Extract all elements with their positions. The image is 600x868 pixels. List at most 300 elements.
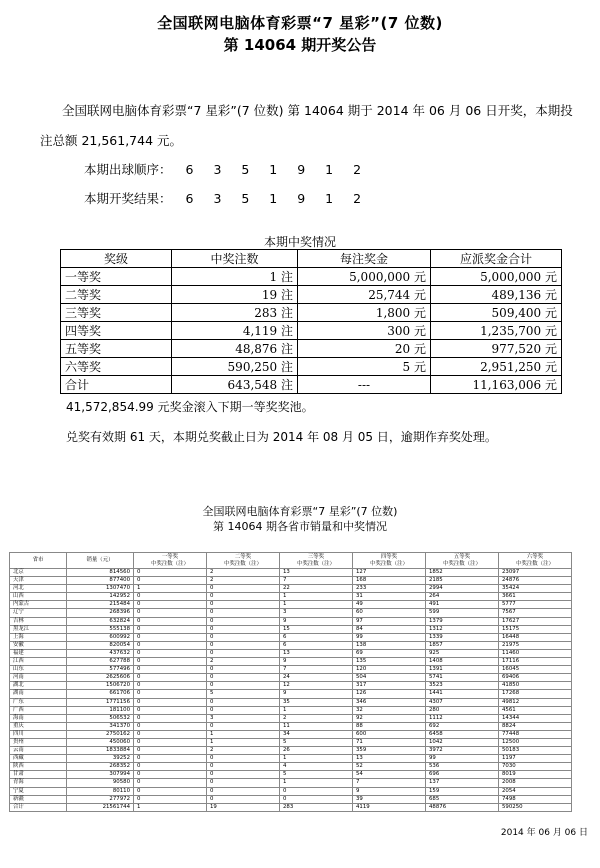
province-table-row bbox=[10, 593, 572, 601]
province-value-cell: 11 bbox=[280, 722, 353, 730]
province-table-row bbox=[10, 690, 572, 698]
province-table-header: 五等奖 中奖注数（注） bbox=[426, 553, 499, 569]
province-value-cell: 60 bbox=[353, 609, 426, 617]
province-value-cell: 346 bbox=[353, 698, 426, 706]
province-value-cell: 1 bbox=[207, 738, 280, 746]
province-value-cell: 17116 bbox=[499, 658, 572, 666]
province-value-cell: 814560 bbox=[67, 569, 134, 577]
province-name-cell: 江西 bbox=[10, 658, 67, 666]
province-value-cell: 0 bbox=[134, 771, 207, 779]
province-value-cell: 92 bbox=[353, 714, 426, 722]
prize-table-cell: 977,520 元 bbox=[431, 340, 562, 358]
province-value-cell: 7 bbox=[280, 666, 353, 674]
province-value-cell: 280 bbox=[426, 706, 499, 714]
province-value-cell: 3 bbox=[280, 609, 353, 617]
province-name-cell: 河北 bbox=[10, 585, 67, 593]
province-value-cell: 277972 bbox=[67, 795, 134, 803]
province-value-cell: 39 bbox=[353, 795, 426, 803]
prize-table-cell: 489,136 元 bbox=[431, 286, 562, 304]
province-value-cell: 168 bbox=[353, 577, 426, 585]
province-value-cell: 685 bbox=[426, 795, 499, 803]
province-value-cell: 0 bbox=[134, 706, 207, 714]
province-table-row bbox=[10, 601, 572, 609]
province-value-cell: 1506720 bbox=[67, 682, 134, 690]
province-value-cell: 138 bbox=[353, 641, 426, 649]
province-value-cell: 0 bbox=[134, 755, 207, 763]
province-value-cell: 137 bbox=[426, 779, 499, 787]
province-value-cell: 0 bbox=[134, 722, 207, 730]
province-value-cell: 1197 bbox=[499, 755, 572, 763]
province-value-cell: 80110 bbox=[67, 787, 134, 795]
province-name-cell: 广东 bbox=[10, 698, 67, 706]
prize-table-cell: --- bbox=[298, 376, 431, 394]
province-value-cell: 0 bbox=[207, 617, 280, 625]
province-value-cell: 2 bbox=[280, 714, 353, 722]
province-value-cell: 283 bbox=[280, 803, 353, 811]
province-value-cell: 0 bbox=[207, 649, 280, 657]
province-value-cell: 90580 bbox=[67, 779, 134, 787]
province-value-cell: 4 bbox=[280, 763, 353, 771]
province-value-cell: 1 bbox=[280, 706, 353, 714]
province-table-row bbox=[10, 706, 572, 714]
province-value-cell: 1771156 bbox=[67, 698, 134, 706]
province-value-cell: 13 bbox=[280, 569, 353, 577]
province-value-cell: 0 bbox=[134, 609, 207, 617]
prize-table-row bbox=[61, 286, 562, 304]
province-value-cell: 84 bbox=[353, 625, 426, 633]
province-value-cell: 31 bbox=[353, 593, 426, 601]
province-value-cell: 6458 bbox=[426, 730, 499, 738]
province-name-cell: 海南 bbox=[10, 714, 67, 722]
province-name-cell: 湖北 bbox=[10, 682, 67, 690]
province-name-cell: 四川 bbox=[10, 730, 67, 738]
province-value-cell: 627788 bbox=[67, 658, 134, 666]
province-table-row bbox=[10, 649, 572, 657]
province-value-cell: 1112 bbox=[426, 714, 499, 722]
province-value-cell: 12500 bbox=[499, 738, 572, 746]
province-name-cell: 安徽 bbox=[10, 641, 67, 649]
province-value-cell: 696 bbox=[426, 771, 499, 779]
province-value-cell: 9 bbox=[280, 690, 353, 698]
province-value-cell: 0 bbox=[207, 625, 280, 633]
province-value-cell: 7 bbox=[353, 779, 426, 787]
province-table-row bbox=[10, 569, 572, 577]
province-table-row bbox=[10, 609, 572, 617]
province-name-cell: 吉林 bbox=[10, 617, 67, 625]
prize-table-cell: 1,800 元 bbox=[298, 304, 431, 322]
province-value-cell: 590250 bbox=[499, 803, 572, 811]
province-value-cell: 0 bbox=[280, 795, 353, 803]
prize-table-cell: 三等奖 bbox=[61, 304, 172, 322]
province-value-cell: 504 bbox=[353, 674, 426, 682]
province-sales-table bbox=[9, 552, 572, 812]
province-value-cell: 0 bbox=[134, 649, 207, 657]
prize-table-cell: 4,119 注 bbox=[172, 322, 298, 340]
province-value-cell: 2 bbox=[207, 577, 280, 585]
province-value-cell: 17268 bbox=[499, 690, 572, 698]
province-value-cell: 0 bbox=[207, 585, 280, 593]
province-value-cell: 12 bbox=[280, 682, 353, 690]
province-value-cell: 0 bbox=[207, 722, 280, 730]
prize-table-row bbox=[61, 268, 562, 286]
province-value-cell: 54 bbox=[353, 771, 426, 779]
province-value-cell: 14344 bbox=[499, 714, 572, 722]
province-value-cell: 4307 bbox=[426, 698, 499, 706]
province-value-cell: 2750162 bbox=[67, 730, 134, 738]
province-name-cell: 甘肃 bbox=[10, 771, 67, 779]
province-name-cell: 辽宁 bbox=[10, 609, 67, 617]
province-value-cell: 0 bbox=[207, 755, 280, 763]
prize-table-row bbox=[61, 358, 562, 376]
province-value-cell: 9 bbox=[280, 617, 353, 625]
province-value-cell: 0 bbox=[207, 666, 280, 674]
prize-table-cell: 509,400 元 bbox=[431, 304, 562, 322]
province-value-cell: 1312 bbox=[426, 625, 499, 633]
province-table-header: 省市 bbox=[10, 553, 67, 569]
province-value-cell: 600 bbox=[353, 730, 426, 738]
province-value-cell: 0 bbox=[134, 666, 207, 674]
province-value-cell: 0 bbox=[207, 771, 280, 779]
province-table-row bbox=[10, 763, 572, 771]
province-name-cell: 重庆 bbox=[10, 722, 67, 730]
province-value-cell: 32 bbox=[353, 706, 426, 714]
province-value-cell: 1 bbox=[280, 601, 353, 609]
province-name-cell: 北京 bbox=[10, 569, 67, 577]
province-value-cell: 13 bbox=[280, 649, 353, 657]
province-table-row bbox=[10, 779, 572, 787]
province-value-cell: 3661 bbox=[499, 593, 572, 601]
province-value-cell: 4561 bbox=[499, 706, 572, 714]
prize-table-cell: 643,548 注 bbox=[172, 376, 298, 394]
province-value-cell: 0 bbox=[134, 787, 207, 795]
province-value-cell: 5777 bbox=[499, 601, 572, 609]
province-value-cell: 15 bbox=[280, 625, 353, 633]
province-value-cell: 317 bbox=[353, 682, 426, 690]
province-name-cell: 陕西 bbox=[10, 763, 67, 771]
prize-table-header: 奖级 bbox=[61, 250, 172, 268]
province-name-cell: 天津 bbox=[10, 577, 67, 585]
province-value-cell: 22 bbox=[280, 585, 353, 593]
province-table-row bbox=[10, 738, 572, 746]
province-value-cell: 50183 bbox=[499, 747, 572, 755]
province-value-cell: 1833884 bbox=[67, 747, 134, 755]
prize-table-cell: 1,235,700 元 bbox=[431, 322, 562, 340]
province-table-header-row bbox=[10, 553, 572, 569]
province-value-cell: 127 bbox=[353, 569, 426, 577]
province-value-cell: 2185 bbox=[426, 577, 499, 585]
province-name-cell: 广西 bbox=[10, 706, 67, 714]
province-value-cell: 9 bbox=[353, 787, 426, 795]
prize-table-cell: 二等奖 bbox=[61, 286, 172, 304]
province-table-row bbox=[10, 658, 572, 666]
prize-table-cell: 11,163,006 元 bbox=[431, 376, 562, 394]
province-value-cell: 1441 bbox=[426, 690, 499, 698]
province-value-cell: 135 bbox=[353, 658, 426, 666]
province-table-row bbox=[10, 730, 572, 738]
province-value-cell: 1 bbox=[280, 755, 353, 763]
province-value-cell: 1339 bbox=[426, 633, 499, 641]
province-value-cell: 6 bbox=[280, 633, 353, 641]
province-value-cell: 7030 bbox=[499, 763, 572, 771]
province-value-cell: 0 bbox=[134, 795, 207, 803]
prize-table-cell: 5,000,000 元 bbox=[431, 268, 562, 286]
province-value-cell: 925 bbox=[426, 649, 499, 657]
province-value-cell: 0 bbox=[207, 787, 280, 795]
province-table-row bbox=[10, 747, 572, 755]
province-table-row bbox=[10, 625, 572, 633]
province-value-cell: 1857 bbox=[426, 641, 499, 649]
prize-table-cell: 五等奖 bbox=[61, 340, 172, 358]
draw-result-label: 本期开奖结果： bbox=[84, 191, 172, 206]
province-value-cell: 88 bbox=[353, 722, 426, 730]
province-value-cell: 24876 bbox=[499, 577, 572, 585]
province-value-cell: 233 bbox=[353, 585, 426, 593]
province-value-cell: 2 bbox=[207, 658, 280, 666]
province-value-cell: 1 bbox=[280, 593, 353, 601]
province-value-cell: 341370 bbox=[67, 722, 134, 730]
province-value-cell: 0 bbox=[207, 795, 280, 803]
province-name-cell: 湖南 bbox=[10, 690, 67, 698]
prize-table-header-row bbox=[61, 250, 562, 268]
province-value-cell: 877400 bbox=[67, 577, 134, 585]
province-value-cell: 159 bbox=[426, 787, 499, 795]
province-value-cell: 3523 bbox=[426, 682, 499, 690]
province-value-cell: 5 bbox=[280, 771, 353, 779]
province-value-cell: 0 bbox=[134, 593, 207, 601]
province-name-cell: 山西 bbox=[10, 593, 67, 601]
province-value-cell: 0 bbox=[134, 569, 207, 577]
draw-sequence-label: 本期出球顺序： bbox=[84, 162, 172, 177]
province-value-cell: 142952 bbox=[67, 593, 134, 601]
draw-result-value: 6 3 5 1 9 1 2 bbox=[185, 191, 370, 206]
province-value-cell: 0 bbox=[207, 779, 280, 787]
province-value-cell: 0 bbox=[134, 690, 207, 698]
province-value-cell: 0 bbox=[134, 747, 207, 755]
province-value-cell: 69 bbox=[353, 649, 426, 657]
province-table-row bbox=[10, 617, 572, 625]
announcement-title: 全国联网电脑体育彩票“7 星彩”(7 位数) bbox=[157, 14, 443, 32]
province-table-header: 三等奖 中奖注数（注） bbox=[280, 553, 353, 569]
prize-table-cell: 2,951,250 元 bbox=[431, 358, 562, 376]
province-value-cell: 0 bbox=[134, 698, 207, 706]
province-value-cell: 19 bbox=[207, 803, 280, 811]
province-value-cell: 69406 bbox=[499, 674, 572, 682]
province-table-header: 二等奖 中奖注数（注） bbox=[207, 553, 280, 569]
province-value-cell: 506532 bbox=[67, 714, 134, 722]
province-value-cell: 0 bbox=[134, 682, 207, 690]
province-value-cell: 13 bbox=[353, 755, 426, 763]
province-name-cell: 云南 bbox=[10, 747, 67, 755]
prize-table-row bbox=[61, 322, 562, 340]
province-value-cell: 7498 bbox=[499, 795, 572, 803]
province-value-cell: 99 bbox=[353, 633, 426, 641]
province-name-cell: 合计 bbox=[10, 803, 67, 811]
province-value-cell: 2 bbox=[207, 747, 280, 755]
province-value-cell: 8824 bbox=[499, 722, 572, 730]
prize-table-cell: 25,744 元 bbox=[298, 286, 431, 304]
province-table-row bbox=[10, 577, 572, 585]
province-value-cell: 1391 bbox=[426, 666, 499, 674]
province-name-cell: 贵州 bbox=[10, 738, 67, 746]
province-table-header: 四等奖 中奖注数（注） bbox=[353, 553, 426, 569]
province-value-cell: 1852 bbox=[426, 569, 499, 577]
prize-table-cell: 300 元 bbox=[298, 322, 431, 340]
province-table-row bbox=[10, 755, 572, 763]
province-value-cell: 0 bbox=[207, 698, 280, 706]
province-value-cell: 49 bbox=[353, 601, 426, 609]
province-table-row bbox=[10, 714, 572, 722]
prize-table-cell: 合计 bbox=[61, 376, 172, 394]
draw-result-row bbox=[84, 189, 369, 207]
prize-table-cell: 20 元 bbox=[298, 340, 431, 358]
province-value-cell: 0 bbox=[134, 633, 207, 641]
prize-table-title: 本期中奖情况 bbox=[263, 235, 336, 249]
province-value-cell: 6 bbox=[280, 641, 353, 649]
province-name-cell: 西藏 bbox=[10, 755, 67, 763]
province-table-row bbox=[10, 666, 572, 674]
province-value-cell: 52 bbox=[353, 763, 426, 771]
province-table-row bbox=[10, 633, 572, 641]
province-value-cell: 268396 bbox=[67, 609, 134, 617]
province-table-row bbox=[10, 722, 572, 730]
province-table-row bbox=[10, 771, 572, 779]
province-value-cell: 0 bbox=[134, 577, 207, 585]
prize-table-row bbox=[61, 340, 562, 358]
province-value-cell: 35 bbox=[280, 698, 353, 706]
province-value-cell: 21561744 bbox=[67, 803, 134, 811]
province-value-cell: 48876 bbox=[426, 803, 499, 811]
draw-sequence-value: 6 3 5 1 9 1 2 bbox=[185, 162, 370, 177]
prize-table-cell: 5 元 bbox=[298, 358, 431, 376]
province-table-row bbox=[10, 803, 572, 811]
province-value-cell: 450060 bbox=[67, 738, 134, 746]
prize-table-cell: 一等奖 bbox=[61, 268, 172, 286]
province-value-cell: 0 bbox=[207, 593, 280, 601]
province-value-cell: 35424 bbox=[499, 585, 572, 593]
province-value-cell: 71 bbox=[353, 738, 426, 746]
province-value-cell: 577496 bbox=[67, 666, 134, 674]
province-name-cell: 河南 bbox=[10, 674, 67, 682]
province-value-cell: 536 bbox=[426, 763, 499, 771]
province-value-cell: 23097 bbox=[499, 569, 572, 577]
province-value-cell: 77448 bbox=[499, 730, 572, 738]
province-value-cell: 9 bbox=[280, 658, 353, 666]
prize-table-cell: 5,000,000 元 bbox=[298, 268, 431, 286]
province-value-cell: 0 bbox=[207, 682, 280, 690]
province-value-cell: 0 bbox=[207, 633, 280, 641]
province-value-cell: 0 bbox=[134, 601, 207, 609]
province-value-cell: 0 bbox=[134, 714, 207, 722]
province-value-cell: 359 bbox=[353, 747, 426, 755]
province-section-subtitle: 第 14064 期各省市销量和中奖情况 bbox=[213, 520, 387, 533]
province-value-cell: 0 bbox=[134, 658, 207, 666]
prize-table bbox=[60, 249, 562, 394]
intro-paragraph-line2: 注总额 21,561,744 元。 bbox=[40, 133, 183, 148]
province-name-cell: 黑龙江 bbox=[10, 625, 67, 633]
province-name-cell: 宁夏 bbox=[10, 787, 67, 795]
province-table-row bbox=[10, 674, 572, 682]
rollover-note: 41,572,854.99 元奖金滚入下期一等奖奖池。 bbox=[66, 400, 314, 414]
province-value-cell: 0 bbox=[280, 787, 353, 795]
province-value-cell: 0 bbox=[134, 625, 207, 633]
province-value-cell: 2994 bbox=[426, 585, 499, 593]
province-table-header: 六等奖 中奖注数（注） bbox=[499, 553, 572, 569]
province-value-cell: 437632 bbox=[67, 649, 134, 657]
province-value-cell: 0 bbox=[207, 601, 280, 609]
province-value-cell: 7 bbox=[280, 577, 353, 585]
province-value-cell: 2008 bbox=[499, 779, 572, 787]
province-value-cell: 26 bbox=[280, 747, 353, 755]
province-value-cell: 34 bbox=[280, 730, 353, 738]
province-value-cell: 16448 bbox=[499, 633, 572, 641]
province-value-cell: 1307470 bbox=[67, 585, 134, 593]
province-value-cell: 41850 bbox=[499, 682, 572, 690]
province-value-cell: 2054 bbox=[499, 787, 572, 795]
province-value-cell: 39252 bbox=[67, 755, 134, 763]
province-value-cell: 0 bbox=[207, 641, 280, 649]
province-value-cell: 7567 bbox=[499, 609, 572, 617]
province-value-cell: 8019 bbox=[499, 771, 572, 779]
province-value-cell: 0 bbox=[134, 763, 207, 771]
province-name-cell: 山东 bbox=[10, 666, 67, 674]
announcement-subtitle: 第 14064 期开奖公告 bbox=[223, 36, 377, 54]
province-value-cell: 5 bbox=[280, 738, 353, 746]
province-name-cell: 内蒙古 bbox=[10, 601, 67, 609]
province-name-cell: 青海 bbox=[10, 779, 67, 787]
province-value-cell: 181100 bbox=[67, 706, 134, 714]
province-value-cell: 0 bbox=[134, 674, 207, 682]
province-value-cell: 99 bbox=[426, 755, 499, 763]
province-value-cell: 2625606 bbox=[67, 674, 134, 682]
province-name-cell: 新疆 bbox=[10, 795, 67, 803]
province-value-cell: 0 bbox=[207, 706, 280, 714]
province-value-cell: 5 bbox=[207, 690, 280, 698]
province-value-cell: 4119 bbox=[353, 803, 426, 811]
province-value-cell: 307994 bbox=[67, 771, 134, 779]
province-value-cell: 632824 bbox=[67, 617, 134, 625]
province-value-cell: 16045 bbox=[499, 666, 572, 674]
province-value-cell: 11460 bbox=[499, 649, 572, 657]
province-table-row bbox=[10, 682, 572, 690]
province-value-cell: 491 bbox=[426, 601, 499, 609]
prize-table-cell: 283 注 bbox=[172, 304, 298, 322]
province-value-cell: 1379 bbox=[426, 617, 499, 625]
prize-table-cell: 1 注 bbox=[172, 268, 298, 286]
province-value-cell: 661706 bbox=[67, 690, 134, 698]
prize-table-header: 应派奖金合计 bbox=[431, 250, 562, 268]
province-value-cell: 0 bbox=[134, 730, 207, 738]
footer-date: 2014 年 06 月 06 日 bbox=[500, 828, 588, 838]
province-value-cell: 49812 bbox=[499, 698, 572, 706]
province-value-cell: 600992 bbox=[67, 633, 134, 641]
province-value-cell: 97 bbox=[353, 617, 426, 625]
province-value-cell: 3 bbox=[207, 714, 280, 722]
province-section-title: 全国联网电脑体育彩票“7 星彩”(7 位数) bbox=[202, 505, 398, 518]
province-value-cell: 692 bbox=[426, 722, 499, 730]
province-value-cell: 2 bbox=[207, 569, 280, 577]
province-value-cell: 1408 bbox=[426, 658, 499, 666]
province-table-row bbox=[10, 698, 572, 706]
province-value-cell: 215484 bbox=[67, 601, 134, 609]
province-table-row bbox=[10, 787, 572, 795]
prize-table-cell: 590,250 注 bbox=[172, 358, 298, 376]
province-value-cell: 120 bbox=[353, 666, 426, 674]
province-value-cell: 264 bbox=[426, 593, 499, 601]
province-table-row bbox=[10, 641, 572, 649]
province-table-row bbox=[10, 795, 572, 803]
prize-table-cell: 六等奖 bbox=[61, 358, 172, 376]
province-value-cell: 1 bbox=[134, 585, 207, 593]
